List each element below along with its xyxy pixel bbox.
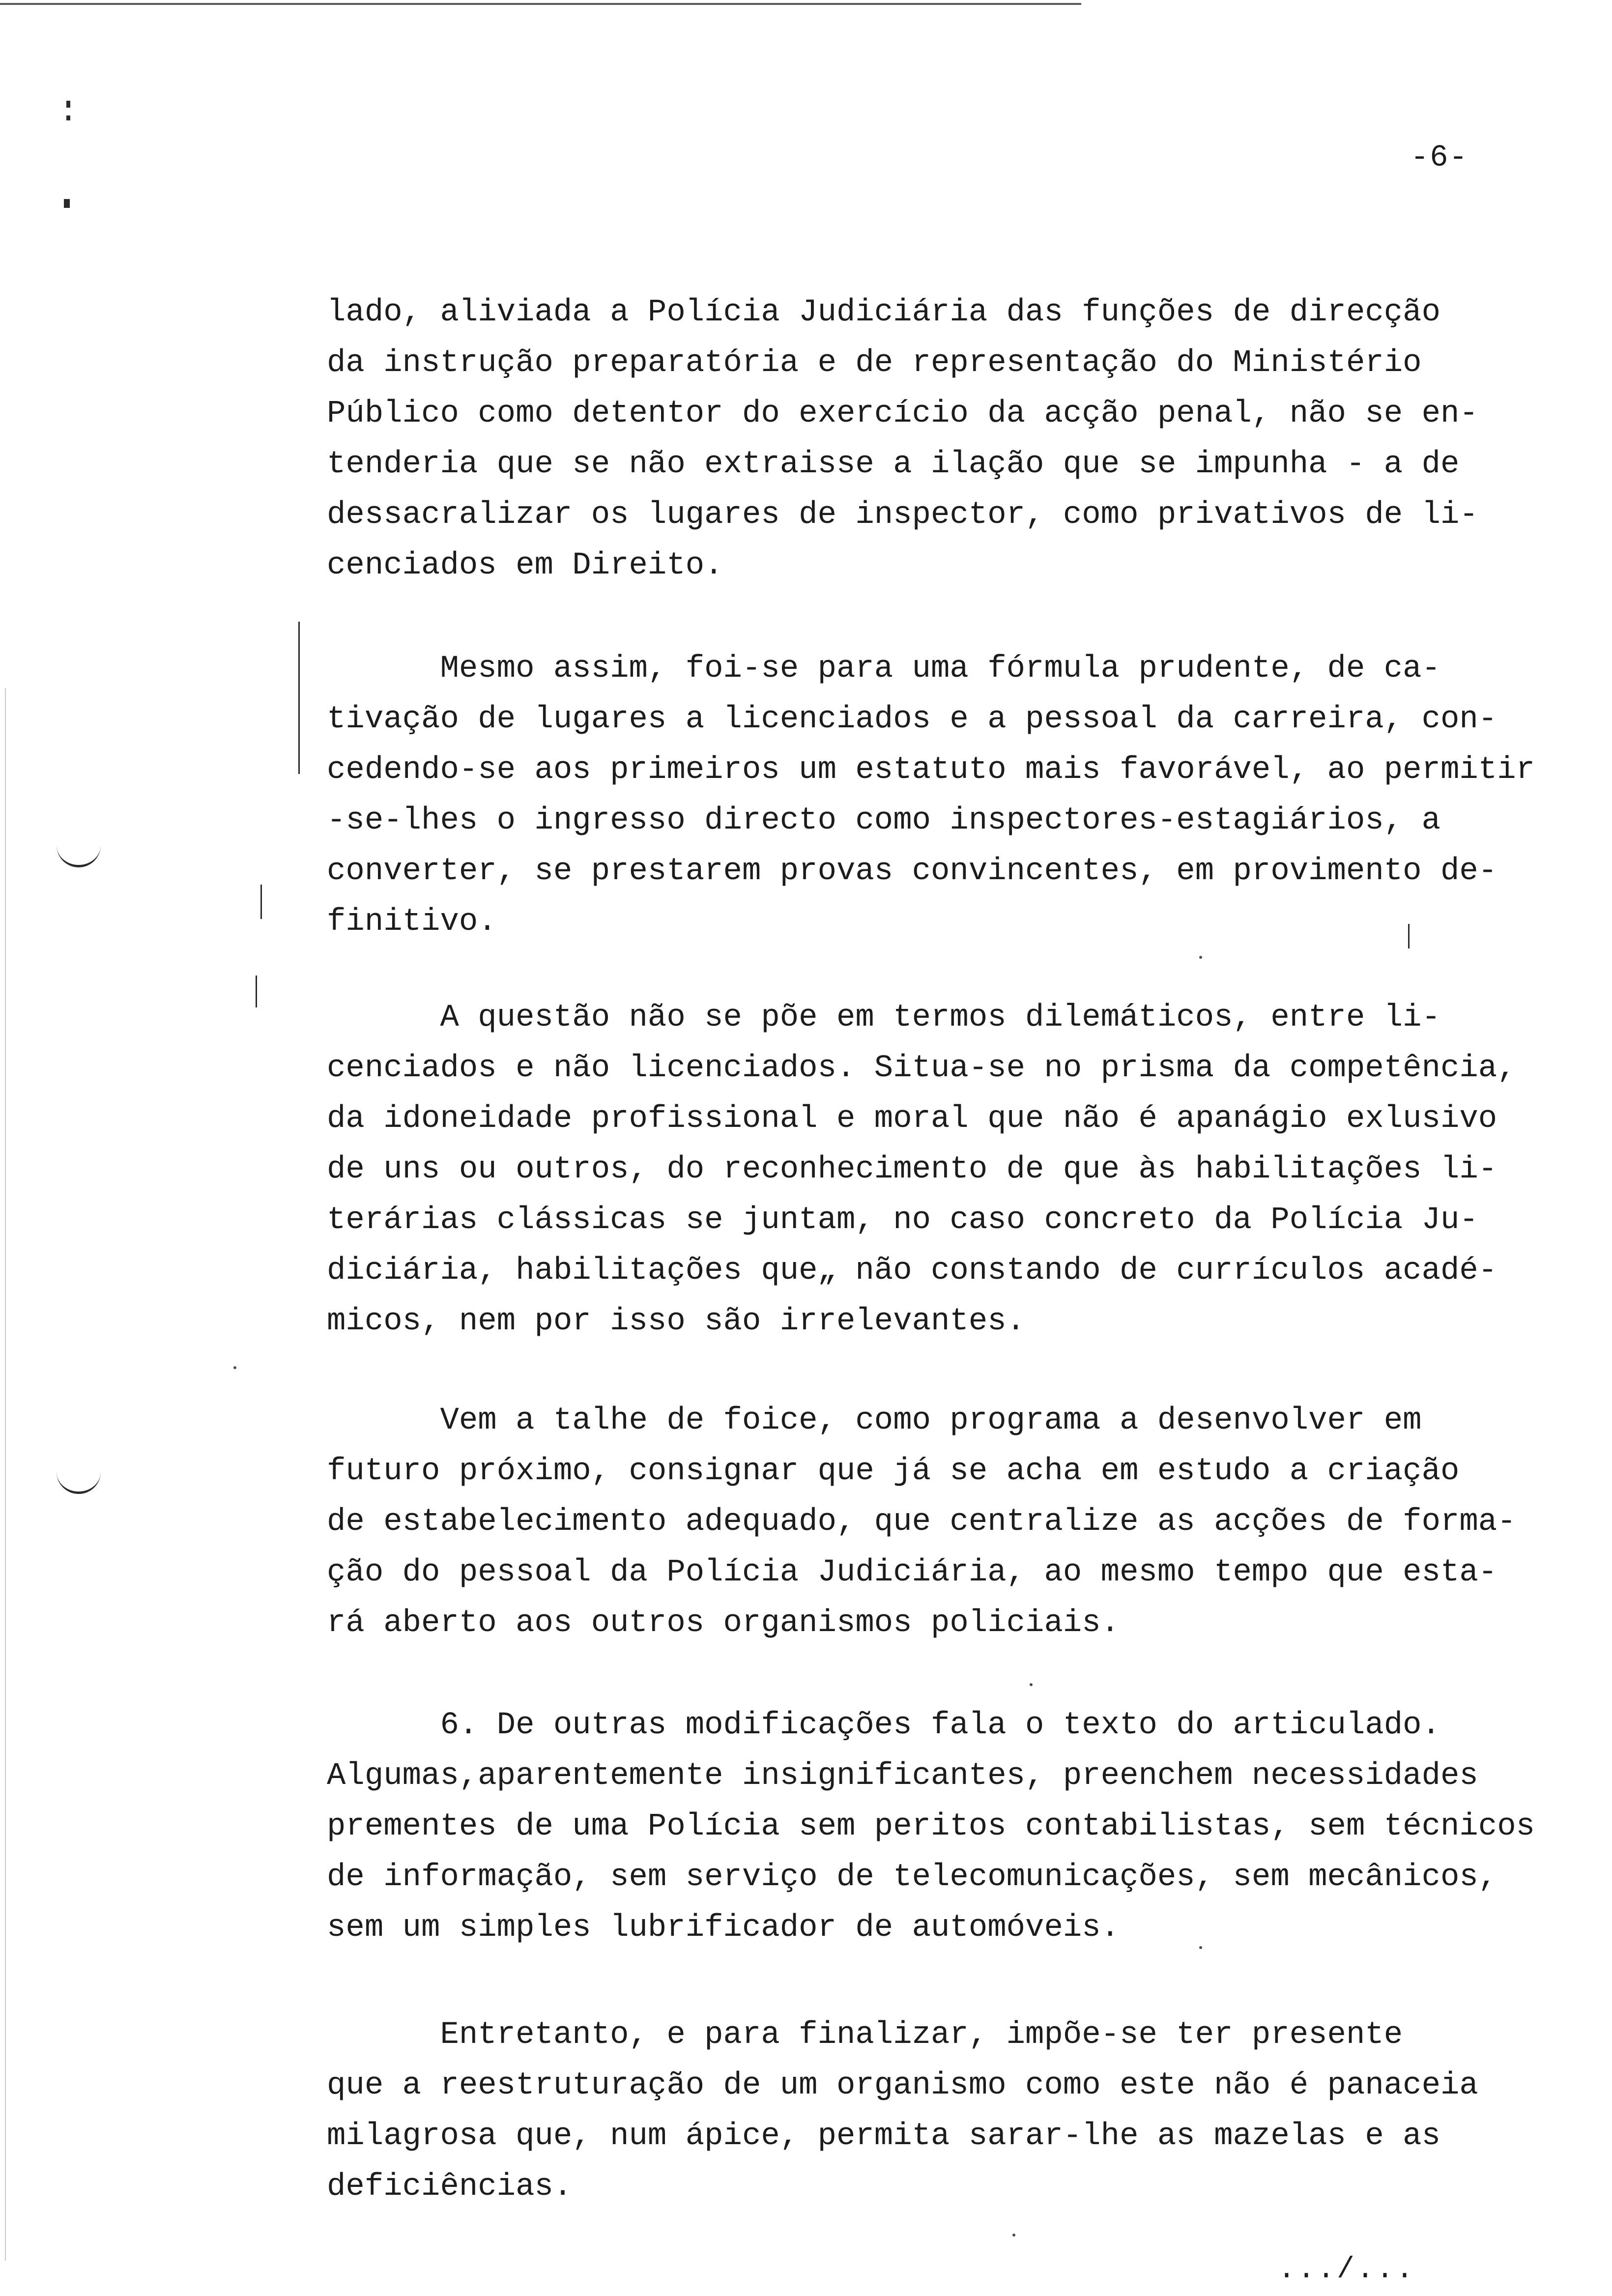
text-line: cenciados e não licenciados. Situa-se no prisma da competência, [327, 1051, 1516, 1086]
text-line: prementes de uma Polícia sem peritos contabilistas, sem técnicos [327, 1809, 1535, 1844]
text-line: -se-lhes o ingresso directo como inspectores-estagiários, a [327, 803, 1440, 838]
margin-mark [1408, 924, 1410, 948]
text-line: Entretanto, e para finalizar, impõe-se ter presente [327, 2017, 1403, 2053]
paragraph-1 [327, 287, 1595, 591]
continuation-mark: .../... [1278, 2253, 1416, 2287]
text-line: terárias clássicas se juntam, no caso concreto da Polícia Ju- [327, 1203, 1478, 1238]
text-line: finitivo. [327, 904, 497, 940]
scan-speck [1030, 1683, 1033, 1686]
margin-mark [64, 199, 70, 208]
text-line: ção do pessoal da Polícia Judiciária, ao mesmo tempo que esta- [327, 1555, 1497, 1590]
scan-speck [233, 1366, 236, 1369]
page-number: -6- [1410, 140, 1468, 175]
text-line: de informação, sem serviço de telecomunicações, sem mecânicos, [327, 1860, 1497, 1895]
paragraph-2 [327, 644, 1595, 947]
text-line: milagrosa que, num ápice, permita sarar-lhe as mazelas e as [327, 2119, 1440, 2154]
text-line: que a reestruturação de um organismo como este não é panaceia [327, 2068, 1478, 2103]
text-line: 6. De outras modificações fala o texto do articulado. [327, 1708, 1440, 1743]
text-line: dessacralizar os lugares de inspector, como privativos de li- [327, 497, 1478, 533]
text-line: da instrução preparatória e de representação do Ministério [327, 345, 1422, 381]
text-line: deficiências. [327, 2169, 573, 2205]
margin-mark [66, 101, 70, 108]
text-line: diciária, habilitações que„ não constando de currículos acadé- [327, 1253, 1497, 1289]
margin-bracket [57, 845, 101, 867]
text-line: micos, nem por isso são irrelevantes. [327, 1304, 1026, 1339]
margin-mark [256, 976, 257, 1007]
text-line: da idoneidade profissional e moral que não é apanágio exlusivo [327, 1101, 1497, 1137]
paragraph-3 [327, 993, 1595, 1347]
text-line: tivação de lugares a licenciados e a pessoal da carreira, con- [327, 702, 1497, 737]
text-line: rá aberto aos outros organismos policiais. [327, 1606, 1120, 1641]
text-line: Vem a talhe de foice, como programa a desenvolver em [327, 1403, 1422, 1438]
text-line: Algumas,aparentemente insignificantes, preenchem necessidades [327, 1758, 1478, 1794]
text-line: de uns ou outros, do reconhecimento de que às habilitações li- [327, 1152, 1497, 1187]
text-line: converter, se prestarem provas convincentes, em provimento de- [327, 854, 1497, 889]
margin-mark [66, 115, 70, 120]
margin-bracket [57, 1472, 101, 1494]
text-line: lado, aliviada a Polícia Judiciária das funções de direcção [327, 295, 1440, 330]
scan-speck [1199, 1946, 1202, 1949]
scan-speck [1012, 2234, 1015, 2237]
paragraph-4 [327, 1396, 1595, 1649]
text-line: de estabelecimento adequado, que centralize as acções de forma- [327, 1504, 1516, 1540]
paragraph-5 [327, 1700, 1595, 1953]
paragraph-6 [327, 2010, 1595, 2212]
text-line: tenderia que se não extraisse a ilação que se impunha - a de [327, 447, 1460, 482]
text-line: cedendo-se aos primeiros um estatuto mais favorável, ao permitir [327, 752, 1535, 788]
margin-mark [260, 885, 262, 919]
text-line: Público como detentor do exercício da acção penal, não se en- [327, 396, 1478, 431]
margin-mark [5, 688, 6, 2261]
top-rule [0, 3, 1081, 5]
text-line: sem um simples lubrificador de automóveis. [327, 1910, 1120, 1946]
text-line: A questão não se põe em termos dilemáticos, entre li- [327, 1000, 1440, 1035]
scan-speck [1199, 956, 1202, 959]
text-line: Mesmo assim, foi-se para uma fórmula prudente, de ca- [327, 651, 1440, 687]
margin-mark [298, 622, 300, 774]
text-line: futuro próximo, consignar que já se acha em estudo a criação [327, 1454, 1460, 1489]
text-line: cenciados em Direito. [327, 548, 723, 583]
